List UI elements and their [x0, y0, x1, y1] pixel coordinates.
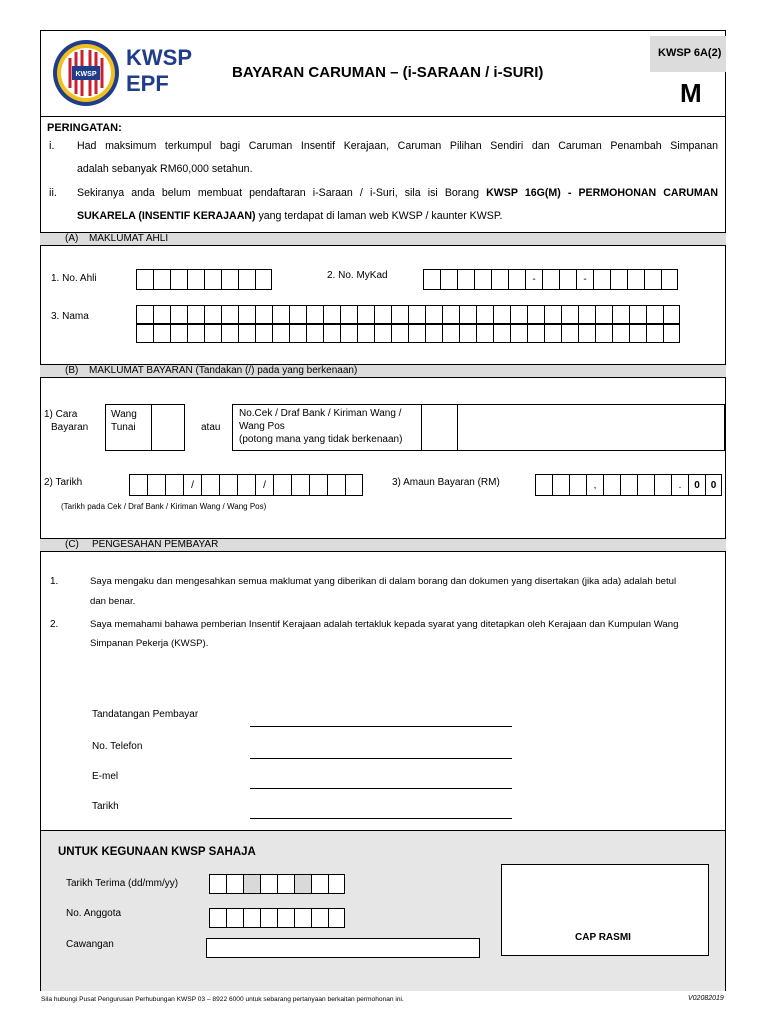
declaration-2-num: 2.	[50, 619, 59, 630]
received-date-label: Tarikh Terima (dd/mm/yy)	[66, 878, 179, 889]
member-anggota-input[interactable]	[209, 908, 345, 928]
mykad-sep1: -	[525, 269, 542, 290]
phone-line[interactable]	[250, 758, 512, 759]
warning-item1-line1: Had maksimum terkumpul bagi Caruman Insentif Kerajaan, Caruman Pilihan Sendiri dan Caruman Penambah Simpanan	[77, 140, 718, 152]
declaration-1-line1: Saya mengaku dan mengesahkan semua maklumat yang diberikan di dalam borang dan dokumen yang disertakan (jika ada) adalah betul	[90, 576, 677, 587]
amount-dot: .	[671, 474, 688, 496]
warning-item2-text-b: yang terdapat di laman web KWSP / kaunter KWSP.	[255, 210, 503, 222]
amount-comma: ,	[586, 474, 603, 496]
logo-epf-text: EPF	[126, 71, 169, 96]
or-label: atau	[201, 422, 221, 433]
payment-date-note: (Tarikh pada Cek / Draf Bank / Kiriman Wang / Wang Pos)	[61, 502, 267, 511]
warning-item2-num: ii.	[49, 187, 57, 199]
section-c-title: PENGESAHAN PEMBAYAR	[92, 539, 219, 550]
payment-date-label: 2) Tarikh	[44, 477, 83, 488]
declaration-2-line1: Saya memahami bahawa pemberian Insentif Kerajaan adalah tertakluk kepada syarat yang ditetapkan oleh Kerajaan dan Kumpulan Wang	[90, 619, 679, 630]
payment-method-label-2: Bayaran	[51, 422, 89, 433]
header-divider	[40, 116, 726, 117]
section-b-label: (B)	[65, 365, 79, 376]
member-no-label: 1. No. Ahli	[51, 273, 97, 284]
member-no-input[interactable]	[136, 269, 272, 290]
seal-text: KWSP	[75, 71, 97, 78]
warning-item1-num: i.	[49, 140, 55, 152]
cash-checkbox[interactable]	[151, 404, 185, 451]
name-label: 3. Nama	[51, 311, 89, 322]
warning-item2-line2	[77, 210, 502, 222]
section-c-label: (C)	[65, 539, 79, 550]
mykad-label: 2. No. MyKad	[327, 270, 388, 281]
received-date-input[interactable]	[209, 874, 345, 894]
section-c-header	[40, 538, 726, 552]
phone-label: No. Telefon	[92, 741, 143, 752]
sign-date-line[interactable]	[250, 818, 512, 819]
cash-label-2: Tunai	[111, 422, 136, 433]
footer-contact: Sila hubungi Pusat Pengurusan Perhubungan KWSP 03 – 8922 6000 untuk sebarang pertanyaan berkaitan permohonan ini.	[41, 996, 404, 1003]
email-label: E-mel	[92, 771, 119, 782]
official-stamp-label: CAP RASMI	[575, 932, 631, 943]
warning-item1-line2: adalah sebanyak RM60,000 setahun.	[77, 163, 253, 175]
form-letter: M	[680, 78, 702, 108]
name-input-row1[interactable]	[136, 305, 680, 324]
cheque-number-input[interactable]	[458, 404, 725, 451]
form-code: KWSP 6A(2)	[658, 47, 722, 59]
signature-label: Tandatangan Pembayar	[92, 709, 199, 720]
section-a-header	[40, 232, 726, 246]
branch-input[interactable]	[206, 938, 480, 958]
payment-date-input[interactable]	[129, 474, 363, 496]
warning-item2-line1	[77, 187, 718, 199]
kwsp-logo	[52, 38, 120, 108]
amount-label: 3) Amaun Bayaran (RM)	[392, 477, 500, 488]
amount-cent1: 0	[688, 474, 705, 496]
mykad-sep2: -	[576, 269, 593, 290]
warning-item2-form-name: SUKARELA (INSENTIF KERAJAAN)	[77, 210, 256, 222]
form-title: BAYARAN CARUMAN – (i-SARAAN / i-SURI)	[232, 64, 544, 81]
mykad-input[interactable]	[423, 269, 678, 290]
declaration-2-line2: Simpanan Pekerja (KWSP).	[90, 638, 209, 649]
section-b-header	[40, 364, 726, 378]
cheque-checkbox[interactable]	[421, 404, 458, 451]
date-sep1: /	[183, 474, 201, 496]
kwsp-seal-icon	[52, 38, 120, 108]
footer-version: V02082019	[688, 995, 724, 1002]
cheque-label-2: Wang Pos	[239, 421, 285, 432]
office-use-title: UNTUK KEGUNAAN KWSP SAHAJA	[58, 846, 256, 858]
sign-date-label: Tarikh	[92, 801, 119, 812]
branch-label: Cawangan	[66, 939, 114, 950]
warning-item2-form-ref: KWSP 16G(M) - PERMOHONAN CARUMAN	[486, 187, 718, 199]
section-a-title: MAKLUMAT AHLI	[89, 233, 169, 244]
section-b-title: MAKLUMAT BAYARAN (Tandakan (/) pada yang berkenaan)	[89, 365, 358, 376]
cash-label-1: Wang	[111, 409, 137, 420]
cheque-label-1: No.Cek / Draf Bank / Kiriman Wang /	[239, 408, 402, 419]
payment-method-label-1: 1) Cara	[44, 409, 78, 420]
signature-line[interactable]	[250, 726, 512, 727]
email-line[interactable]	[250, 788, 512, 789]
section-a-label: (A)	[65, 233, 79, 244]
cheque-label-3: (potong mana yang tidak berkenaan)	[239, 434, 403, 445]
declaration-1-line2: dan benar.	[90, 596, 136, 607]
declaration-1-num: 1.	[50, 576, 59, 587]
warning-title: PERINGATAN:	[47, 122, 122, 134]
date-sep2: /	[255, 474, 273, 496]
warning-item2-text-a: Sekiranya anda belum membuat pendaftaran i-Saraan / i-Suri, sila isi Borang	[77, 187, 487, 199]
name-input-row2[interactable]	[136, 324, 680, 343]
amount-input[interactable]	[535, 474, 722, 496]
logo-kwsp-text: KWSP	[126, 45, 192, 70]
member-anggota-label: No. Anggota	[66, 908, 122, 919]
amount-cent2: 0	[705, 474, 722, 496]
